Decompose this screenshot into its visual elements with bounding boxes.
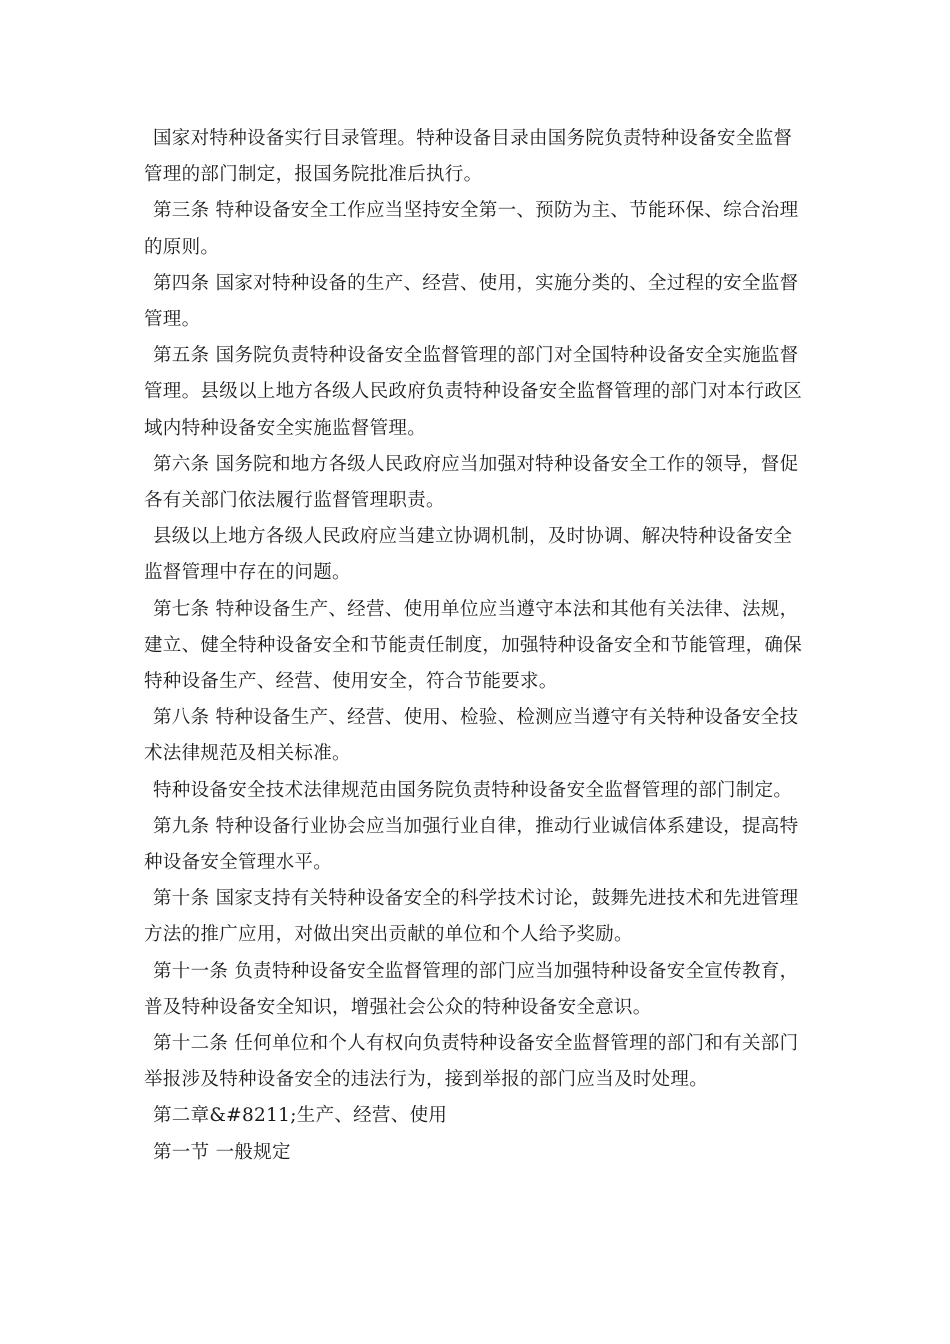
chapter-heading: 第二章&#8211;生产、经营、使用 <box>153 1105 448 1127</box>
section-heading: 第一节 一般规定 <box>153 1141 291 1163</box>
paragraph-article-7: 第七条 特种设备生产、经营、使用单位应当遵守本法和其他有关法律、法规，建立、健全特种设备安全和节能责任制度，加强特种设备安全和节能管理，确保特种设备生产、经营、使用安全，符合节能要求。 <box>144 598 803 693</box>
paragraph-article-3: 第三条 特种设备安全工作应当坚持安全第一、预防为主、节能环保、综合治理的原则。 <box>144 200 799 258</box>
paragraph-article-11: 第十一条 负责特种设备安全监督管理的部门应当加强特种设备安全宣传教育，普及特种设备安全知识，增强社会公众的特种设备安全意识。 <box>144 960 799 1018</box>
paragraph-article-8-norms: 特种设备安全技术法律规范由国务院负责特种设备安全监督管理的部门制定。 <box>153 779 793 801</box>
paragraph-article-8: 第八条 特种设备生产、经营、使用、检验、检测应当遵守有关特种设备安全技术法律规范及相关标准。 <box>144 707 799 765</box>
paragraph-catalog-management: 国家对特种设备实行目录管理。特种设备目录由国务院负责特种设备安全监督管理的部门制定，报国务院批准后执行。 <box>144 128 793 186</box>
paragraph-article-4: 第四条 国家对特种设备的生产、经营、使用，实施分类的、全过程的安全监督管理。 <box>144 272 799 331</box>
paragraph-article-5: 第五条 国务院负责特种设备安全监督管理的部门对全国特种设备安全实施监督管理。县级以上地方各级人民政府负责特种设备安全监督管理的部门对本行政区域内特种设备安全实施监督管理。 <box>144 345 803 439</box>
paragraph-article-6-coordination: 县级以上地方各级人民政府应当建立协调机制，及时协调、解决特种设备安全监督管理中存在的问题。 <box>144 526 793 584</box>
paragraph-article-9: 第九条 特种设备行业协会应当加强行业自律，推动行业诚信体系建设，提高特种设备安全管理水平。 <box>144 815 799 874</box>
document-body <box>144 121 809 1171</box>
paragraph-article-6: 第六条 国务院和地方各级人民政府应当加强对特种设备安全工作的领导，督促各有关部门依法履行监督管理职责。 <box>144 453 799 512</box>
paragraph-article-12: 第十二条 任何单位和个人有权向负责特种设备安全监督管理的部门和有关部门举报涉及特种设备安全的违法行为，接到举报的部门应当及时处理。 <box>144 1033 799 1091</box>
paragraph-article-10: 第十条 国家支持有关特种设备安全的科学技术讨论，鼓舞先进技术和先进管理方法的推广应用，对做出突出贡献的单位和个人给予奖励。 <box>144 888 799 946</box>
